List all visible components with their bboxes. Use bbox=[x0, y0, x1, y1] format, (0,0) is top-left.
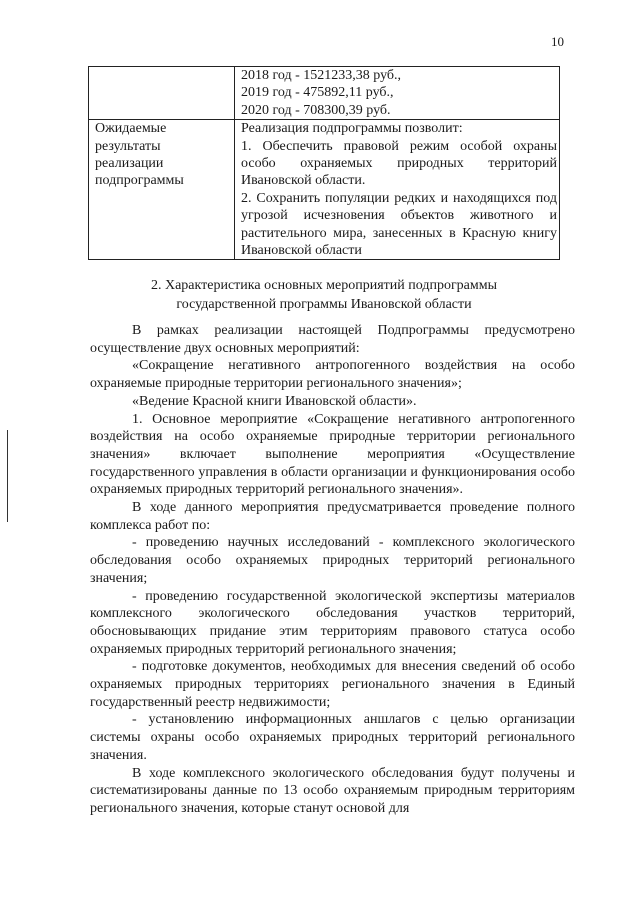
results-item-1: 1. Обеспечить правовой режим особой охраны особо охраняемых природных территорий Ивановской области. bbox=[241, 138, 557, 189]
section-heading bbox=[88, 276, 560, 314]
table-row-finance bbox=[89, 67, 560, 120]
list-item-research: - проведению научных исследований - комплексного экологического обследования особо охраняемых природных территорий регионального значения; bbox=[90, 535, 575, 586]
paragraph-intro: В рамках реализации настоящей Подпрограммы предусмотрено осуществление двух основных мероприятий: bbox=[90, 323, 575, 356]
table-row-results bbox=[89, 120, 560, 260]
paragraph-works-intro: В ходе данного мероприятия предусматривается проведение полного комплекса работ по: bbox=[90, 500, 575, 533]
results-intro: Реализация подпрограммы позволит: bbox=[241, 121, 463, 137]
passport-table bbox=[88, 66, 560, 260]
finance-line-2018: 2018 год - 1521233,38 руб., bbox=[241, 68, 402, 83]
margin-mark bbox=[7, 430, 8, 522]
list-item-expertise: - проведению государственной экологической экспертизы материалов комплексного экологического обследования участков территорий, обосновывающих придание этим территориям правового статуса особо охраняемых природных территорий регионального значения; bbox=[90, 588, 575, 657]
finance-values-cell bbox=[235, 67, 560, 120]
paragraph-measure-2-title: «Ведение Красной книги Ивановской области». bbox=[132, 393, 417, 409]
section-heading-line-2: государственной программы Ивановской области bbox=[176, 297, 472, 312]
page-number: 10 bbox=[551, 34, 564, 49]
section-heading-line-1: 2. Характеристика основных мероприятий подпрограммы bbox=[150, 278, 498, 293]
paragraph-survey-results: В ходе комплексного экологического обследования будут получены и систематизированы данные по 13 особо охраняемым природным территориям регионального значения, которые станут основой для bbox=[90, 765, 575, 816]
list-item-signs: - установлению информационных аншлагов с целью организации системы охраны особо охраняемых природных территорий регионального значения. bbox=[90, 712, 575, 763]
results-text-cell bbox=[235, 120, 560, 260]
list-item-documents: - подготовке документов, необходимых для внесения сведений об особо охраняемых природных территориях регионального значения в Единый государственный реестр недвижимости; bbox=[90, 659, 575, 710]
finance-line-2020: 2020 год - 708300,39 руб. bbox=[241, 102, 391, 118]
section-body bbox=[90, 322, 575, 818]
finance-label-cell bbox=[89, 67, 235, 120]
results-item-2: 2. Сохранить популяции редких и находящихся под угрозой исчезновения объектов животного и растительного мира, занесенных в Красную книгу Ивановской области bbox=[241, 190, 557, 259]
paragraph-measure-1-title: «Сокращение негативного антропогенного воздействия на особо охраняемые природные территории регионального значения»; bbox=[90, 358, 575, 392]
finance-line-2019: 2019 год - 475892,11 руб., bbox=[241, 85, 394, 101]
paragraph-measure-1-description: 1. Основное мероприятие «Сокращение негативного антропогенного воздействия на особо охраняемые природные территории регионального значения» включает выполнение мероприятия «Осуществление государственного управления в области организации и функционирования особо охраняемых природных территорий регионального значения». bbox=[90, 411, 575, 498]
results-label-cell: Ожидаемые результаты реализации подпрограммы bbox=[89, 120, 235, 260]
